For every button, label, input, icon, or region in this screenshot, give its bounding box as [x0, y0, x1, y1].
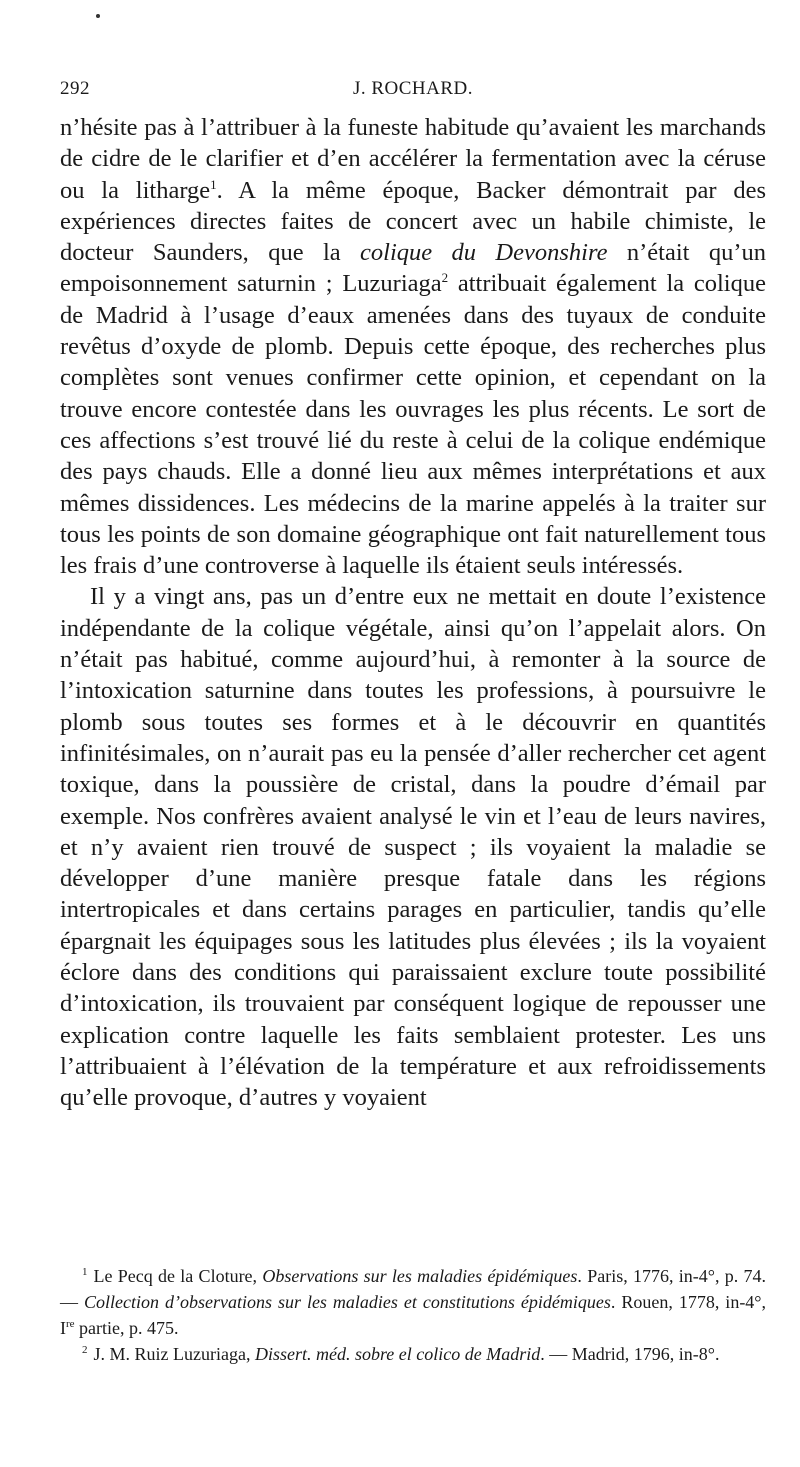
footnotes	[60, 1263, 766, 1367]
body-text	[60, 112, 766, 1114]
footnote-1-part-a: Le Pecq de la Cloture,	[93, 1266, 263, 1286]
footnote-2-part-a: J. M. Ruiz Luzuriaga,	[93, 1344, 255, 1364]
paragraph-1-part-b: . A la même époque, Backer démontrait par des expériences directes faites de concert avec un habile chimiste, le docteur Saunders, que la	[60, 176, 766, 267]
footnote-2	[60, 1341, 766, 1367]
footnote-ref-1: 1	[210, 176, 217, 192]
footnote-1-title-1: Observations sur les maladies épidémiques	[262, 1266, 578, 1286]
page-header	[60, 72, 766, 102]
footnote-ref-2: 2	[441, 270, 449, 286]
footnote-1-part-d: partie, p. 475.	[74, 1318, 179, 1338]
footnote-2-part-b: . — Madrid, 1796, in-8°.	[540, 1344, 720, 1364]
footnote-1-part-b: . Paris, 1776, in-4°, p. 74. —	[60, 1266, 766, 1312]
footnote-1-part-c: . Rouen, 1778, in-4°, I	[60, 1292, 767, 1338]
paragraph-1-part-c: n’était qu’un empoisonnement saturnin ; Luzuriaga	[60, 239, 766, 298]
footnote-2-mark: 2	[82, 1344, 88, 1356]
print-speck	[96, 14, 100, 18]
footnote-2-title: Dissert. méd. sobre el colico de Madrid	[254, 1344, 541, 1364]
page-number: 292	[60, 78, 90, 99]
running-head: J. ROCHARD.	[352, 78, 474, 99]
footnote-1	[60, 1263, 766, 1341]
paragraph-1-part-a: n’hésite pas à l’attribuer à la funeste habitude qu’avaient les marchands de cidre de le clarifier et d’en accélérer la fermentation avec la céruse ou la litharge	[60, 114, 766, 204]
footnote-1-title-2: Collection d’observations sur les maladies et constitutions épidémiques	[84, 1292, 611, 1312]
paragraph-1	[60, 112, 766, 581]
paragraph-1-part-d: attribuait également la colique de Madrid à l’usage d’eaux amenées dans des tuyaux de conduite revêtus d’oxyde de plomb. Depuis cette époque, des recherches plus complètes sont venues confirmer cette opinion, et cependant on la trouve encore contestée dans les ouvrages les plus récents. Le sort de ces affections s’est trouvé lié du reste à celui de la colique endémique des pays chauds. Elle a donné lieu aux mêmes interprétations et aux mêmes dissidences. Les médecins de la marine appelés à la traiter sur tous les points de son domaine géographique ont fait naturellement tous les frais d’une controverse à laquelle ils étaient seuls intéressés.	[60, 270, 766, 580]
footnote-1-mark: 1	[82, 1266, 88, 1278]
paragraph-1-italic-term: colique du Devonshire	[360, 239, 608, 267]
footnote-1-ordinal: re	[66, 1318, 75, 1330]
paragraph-2: Il y a vingt ans, pas un d’entre eux ne mettait en doute l’existence indépendante de la colique végétale, ainsi qu’on l’appelait alors. On n’était pas habitué, comme aujourd’hui, à remonter à la source de l’intoxication saturnine dans toutes les professions, à poursuivre le plomb sous toutes ses formes et à le découvrir en quantités infinitésimales, on n’aurait pas eu la pensée d’aller rechercher cet agent toxique, dans la poussière de cristal, dans la poudre d’émail par exemple. Nos confrères avaient analysé le vin et l’eau de leurs navires, et n’y avaient rien trouvé de suspect ; ils voyaient la maladie se développer d’une manière presque fatale dans les régions intertropicales et dans certains parages en particulier, tandis qu’elle épargnait les équipages sous les latitudes plus élevées ; ils la voyaient éclore dans des conditions qui paraissaient exclure toute possibilité d’intoxication, ils trouvaient par conséquent logique de repousser une explication contre laquelle les faits semblaient protester. Les uns l’attribuaient à l’élévation de la température et aux refroidissements qu’elle provoque, d’autres y voyaient	[60, 583, 766, 1112]
